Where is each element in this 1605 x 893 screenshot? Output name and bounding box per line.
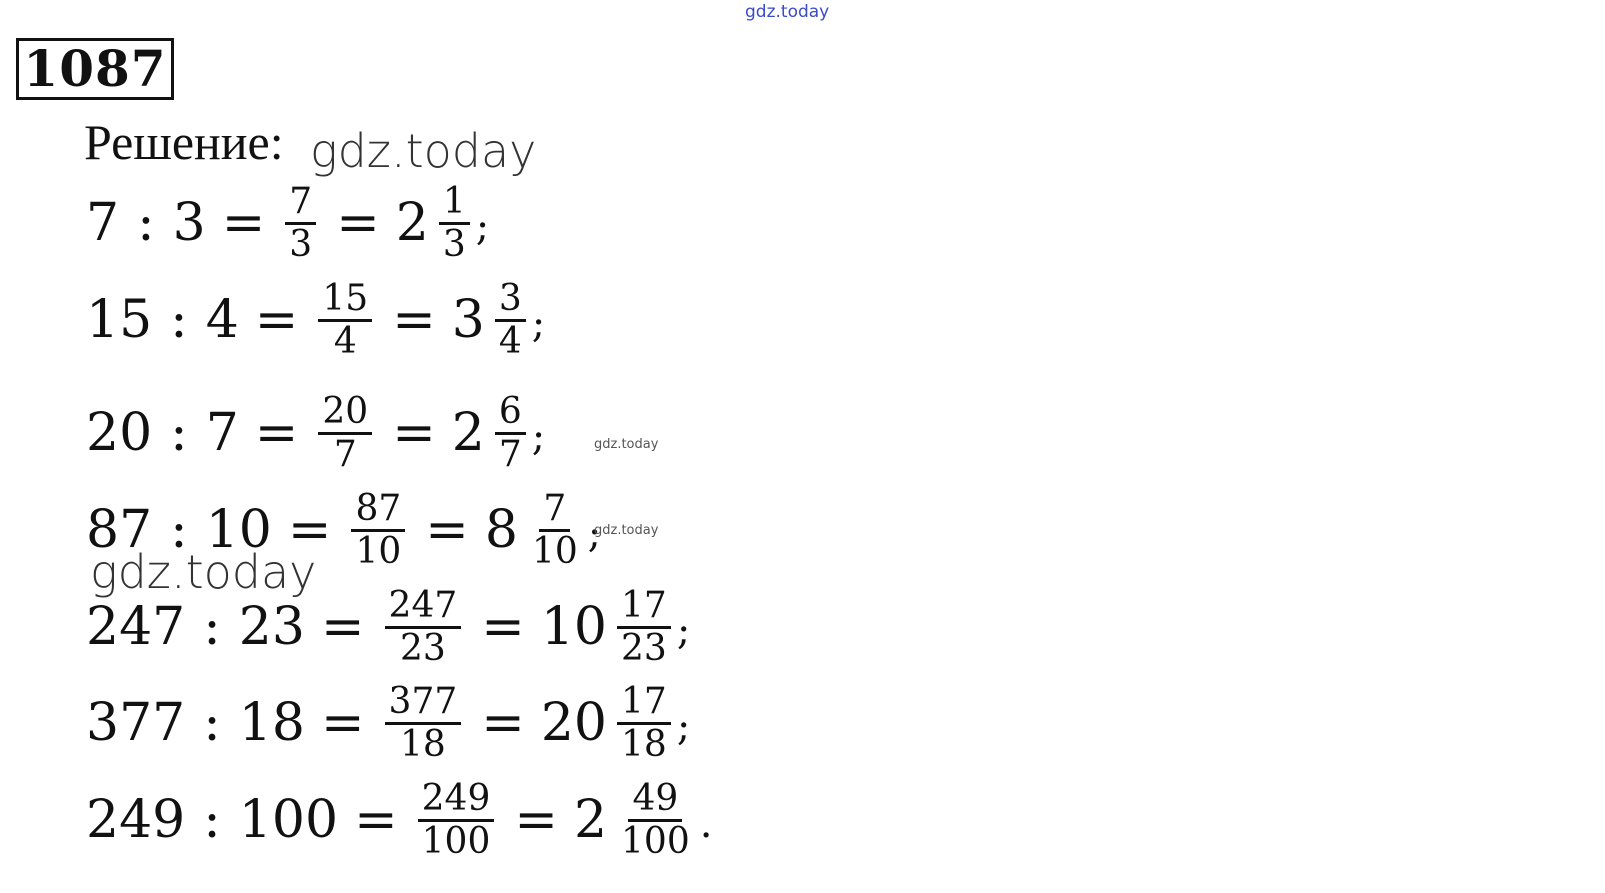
fraction-numerator: 7	[539, 489, 570, 532]
dividend: 87	[86, 500, 153, 560]
dividend: 247	[86, 597, 186, 657]
fraction-numerator: 249	[418, 779, 495, 822]
equals-symbol: =	[254, 403, 299, 463]
fraction-denominator: 7	[333, 433, 357, 475]
dividend: 7	[86, 193, 120, 253]
divisor: 23	[238, 597, 305, 657]
watermark-small-2: gdz.today	[594, 523, 659, 538]
row-punctuation: ;	[531, 301, 546, 347]
equals-symbol: =	[254, 290, 299, 350]
row-punctuation: ;	[587, 511, 602, 557]
mixed-whole-part: 2	[451, 403, 485, 463]
equals-symbol: =	[287, 500, 332, 560]
mixed-fraction	[495, 392, 526, 475]
mixed-whole-part: 10	[540, 597, 608, 657]
improper-fraction	[385, 586, 462, 669]
fraction-denominator: 3	[442, 223, 466, 265]
equation-row	[86, 678, 690, 768]
fraction-numerator: 49	[628, 779, 682, 822]
divisor: 3	[172, 193, 206, 253]
fraction-numerator: 6	[495, 392, 526, 435]
equals-symbol: =	[425, 500, 469, 560]
equation-row	[86, 275, 545, 365]
improper-fraction	[351, 489, 405, 572]
fraction-denominator: 23	[621, 627, 667, 669]
equals-symbol: =	[514, 790, 558, 850]
improper-fraction	[318, 392, 372, 475]
colon-symbol: :	[170, 290, 188, 350]
fraction-denominator: 18	[621, 723, 667, 765]
colon-symbol: :	[203, 790, 221, 850]
watermark-large-1: gdz.today	[310, 124, 537, 178]
divisor: 4	[205, 290, 239, 350]
fraction-denominator: 10	[355, 530, 402, 572]
equation-row	[86, 178, 489, 268]
fraction-denominator: 7	[498, 433, 522, 475]
divisor: 100	[238, 790, 339, 850]
equals-symbol: =	[481, 693, 525, 753]
fraction-numerator: 17	[617, 682, 671, 725]
fraction-numerator: 247	[385, 586, 462, 629]
fraction-denominator: 100	[421, 820, 491, 862]
improper-fraction	[285, 182, 316, 265]
watermark-top: gdz.today	[745, 2, 830, 22]
mixed-whole-part: 3	[451, 290, 485, 350]
mixed-fraction	[528, 489, 582, 572]
row-punctuation: ;	[676, 608, 691, 654]
fraction-denominator: 3	[289, 223, 313, 265]
equation-row	[86, 388, 545, 478]
mixed-whole-part: 2	[573, 790, 608, 850]
dividend: 249	[86, 790, 186, 850]
equals-symbol: =	[354, 790, 398, 850]
fraction-denominator: 100	[621, 820, 690, 862]
fraction-denominator: 4	[498, 320, 522, 362]
equals-symbol: =	[392, 290, 436, 350]
mixed-whole-part: 20	[540, 693, 608, 753]
mixed-fraction	[617, 682, 671, 765]
dividend: 15	[86, 290, 153, 350]
equals-symbol: =	[320, 693, 365, 753]
divisor: 18	[238, 693, 305, 753]
equals-symbol: =	[221, 193, 266, 253]
equals-symbol: =	[336, 193, 380, 253]
mixed-whole-part: 2	[395, 193, 429, 253]
dividend: 20	[86, 403, 153, 463]
improper-fraction	[318, 279, 372, 362]
improper-fraction	[418, 779, 495, 862]
row-punctuation: ;	[531, 414, 546, 460]
colon-symbol: :	[203, 693, 221, 753]
fraction-numerator: 15	[318, 279, 372, 322]
mixed-fraction	[495, 279, 526, 362]
fraction-numerator: 7	[285, 182, 316, 225]
dividend: 377	[86, 693, 186, 753]
fraction-numerator: 1	[439, 182, 470, 225]
colon-symbol: :	[137, 193, 155, 253]
row-punctuation: ;	[475, 204, 490, 250]
fraction-denominator: 10	[531, 530, 578, 572]
colon-symbol: :	[170, 500, 188, 560]
improper-fraction	[385, 682, 462, 765]
fraction-numerator: 87	[351, 489, 405, 532]
mixed-fraction	[439, 182, 470, 265]
problem-number-box: 1087	[16, 38, 174, 100]
mixed-whole-part: 8	[484, 500, 518, 560]
equals-symbol: =	[320, 597, 365, 657]
fraction-denominator: 4	[333, 320, 357, 362]
fraction-numerator: 17	[617, 586, 671, 629]
equals-symbol: =	[481, 597, 525, 657]
divisor: 7	[205, 403, 239, 463]
row-punctuation: ;	[676, 704, 691, 750]
watermark-small-1: gdz.today	[594, 437, 659, 452]
mixed-fraction	[617, 586, 671, 669]
fraction-numerator: 3	[495, 279, 526, 322]
mixed-fraction	[617, 779, 694, 862]
fraction-denominator: 18	[400, 723, 446, 765]
solution-label: Решение:	[84, 114, 284, 170]
equation-row	[86, 775, 712, 865]
divisor: 10	[205, 500, 272, 560]
colon-symbol: :	[170, 403, 188, 463]
equals-symbol: =	[392, 403, 436, 463]
fraction-numerator: 377	[385, 682, 462, 725]
fraction-numerator: 20	[318, 392, 372, 435]
watermark-large-2: gdz.today	[90, 545, 317, 599]
fraction-denominator: 23	[400, 627, 446, 669]
colon-symbol: :	[203, 597, 221, 657]
row-punctuation: .	[699, 801, 713, 847]
